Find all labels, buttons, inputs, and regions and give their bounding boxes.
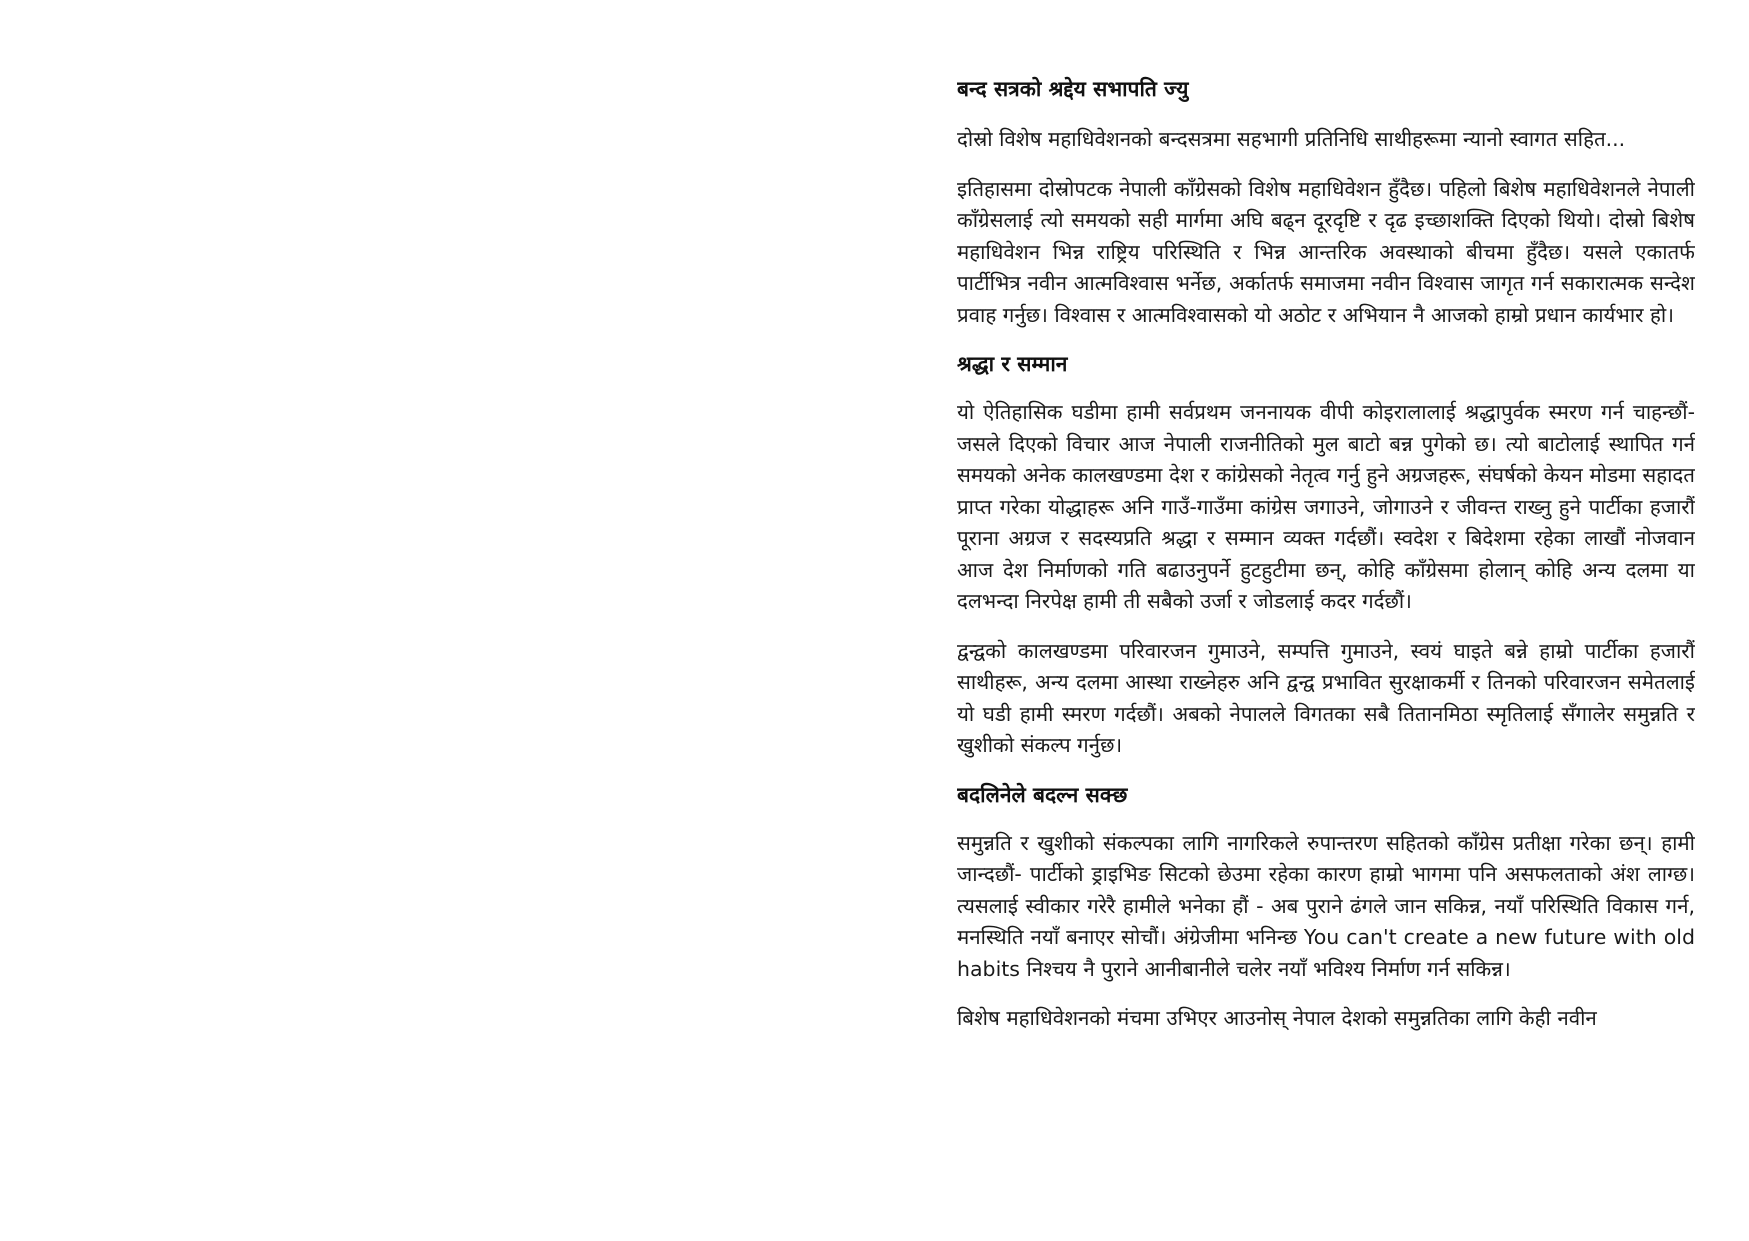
section-heading-change: बदलिनेले बदल्न सक्छ — [957, 782, 1128, 807]
closing-paragraph: बिशेष महाधिवेशनको मंचमा उभिएर आउनोस् नेपाल देशको समुन्नतिका लागि केही नवीन — [957, 1006, 1597, 1030]
transformation-paragraph: समुन्नति र खुशीको संकल्पका लागि नागरिकले रुपान्तरण सहितको काँग्रेस प्रतीक्षा गरेका छन्। हामी जान्दछौं- पार्टीको ड्राइभिङ सिटको छेउमा रहेका कारण हाम्रो भागमा पनि असफलताको अंश लाग्छ। त्यसलाई स्वीकार गरेरै हामीले भनेका हौं - अब पुराने ढंगले जान सकिन्न, नयाँ परिस्थिति विकास गर्न, मनस्थिति नयाँ बनाएर सोचौं। अंग्रेजीमा भनिन्छ You can't create a new future with old habits निश्चय नै पुराने आनीबानीले चलेर नयाँ भविश्य निर्माण गर्न सकिन्न। — [957, 830, 1695, 981]
section-heading-respect: श्रद्धा र सम्मान — [957, 352, 1068, 376]
tribute-paragraph: यो ऐतिहासिक घडीमा हामी सर्वप्रथम जननायक वीपी कोइरालालाई श्रद्धापुर्वक स्मरण गर्न चाहन्छौं- जसले दिएको विचार आज नेपाली राजनीतिको मुल बाटो बन्न पुगेको छ। त्यो बाटोलाई स्थापित गर्न समयको अनेक कालखण्डमा देश र कांग्रेसको नेतृत्व गर्नु हुने अग्रजहरू, संघर्षको केयन मोडमा सहादत प्राप्त गरेका योद्धाहरू अनि गाउँ-गाउँमा कांग्रेस जगाउने, जोगाउने र जीवन्त राख्नु हुने पार्टीका हजारौं पूराना अग्रज र सदस्यप्रति श्रद्धा र सम्मान व्यक्त गर्दछौं। स्वदेश र बिदेशमा रहेका लाखौं नोजवान आज देश निर्माणको गति बढाउनुपर्ने हुटहुटीमा छन्, कोहि काँग्रेसमा होलान् कोहि अन्य दलमा या दलभन्दा निरपेक्ष हामी ती सबैको उर्जा र जोडलाई कदर गर्दछौं। — [957, 400, 1695, 613]
welcome-paragraph: दोस्रो विशेष महाधिवेशनको बन्दसत्रमा सहभागी प्रतिनिधि साथीहरूमा न्यानो स्वागत सहित... — [957, 127, 1626, 151]
section-heading-address: बन्द सत्रको श्रद्देय सभापति ज्यु — [957, 77, 1189, 101]
document-page — [957, 70, 1695, 1230]
history-paragraph: इतिहासमा दोस्रोपटक नेपाली काँग्रेसको विशेष महाधिवेशन हुँदैछ। पहिलो बिशेष महाधिवेशनले नेपाली काँग्रेसलाई त्यो समयको सही मार्गमा अघि बढ्न दूरदृष्टि र दृढ इच्छाशक्ति दिएको थियो। दोस्रो बिशेष महाधिवेशन भिन्न राष्ट्रिय परिस्थिति र भिन्न आन्तरिक अवस्थाको बीचमा हुँदैछ। यसले एकातर्फ पार्टीभित्र नवीन आत्मविश्वास भर्नेछ, अर्कातर्फ समाजमा नवीन विश्वास जागृत गर्न सकारात्मक सन्देश प्रवाह गर्नुछ। विश्वास र आत्मविश्वासको यो अठोट र अभियान नै आजको हाम्रो प्रधान कार्यभार हो। — [957, 176, 1695, 327]
conflict-paragraph: द्वन्द्वको कालखण्डमा परिवारजन गुमाउने, सम्पत्ति गुमाउने, स्वयं घाइते बन्ने हाम्रो पार्टीका हजारौं साथीहरू, अन्य दलमा आस्था राख्नेहरु अनि द्वन्द्व प्रभावित सुरक्षाकर्मी र तिनको परिवारजन समेतलाई यो घडी हामी स्मरण गर्दछौं। अबको नेपालले विगतका सबै तितानमिठा स्मृतिलाई सँगालेर समुन्नति र खुशीको संकल्प गर्नुछ। — [957, 638, 1695, 757]
